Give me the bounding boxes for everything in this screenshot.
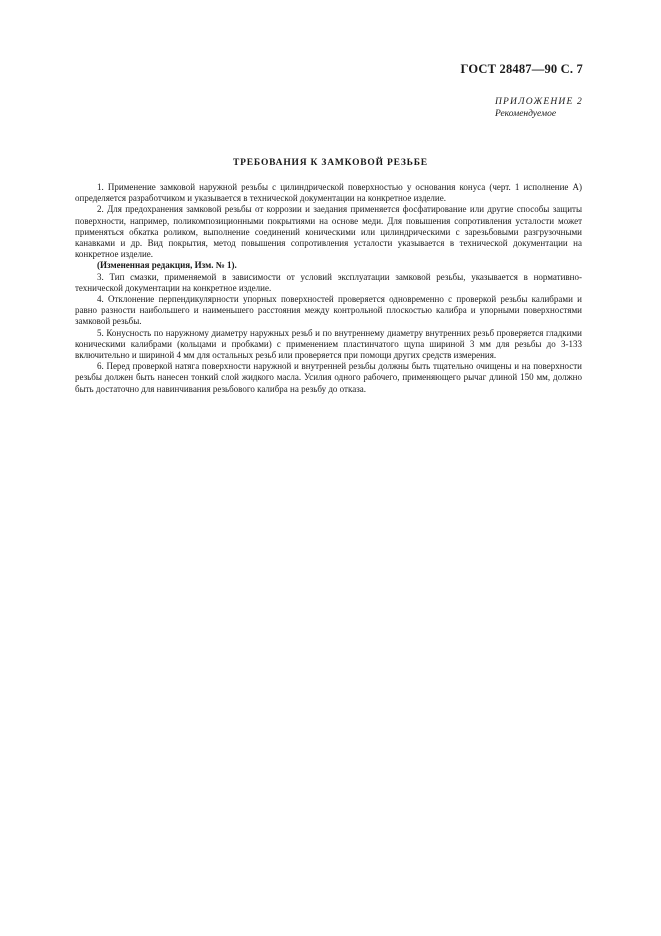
- paragraph-5: 5. Конусность по наружному диаметру наружных резьб и по внутреннему диаметру внутренних резьб проверяется гладкими коническими калибрами (кольцами и пробками) с применением пластинчатого щупа шириной 3 мм для резьбы до З-133 включительно и шириной 4 мм для остальных резьб или проверяется при помощи других средств измерения.: [75, 327, 582, 361]
- appendix-status: Рекомендуемое: [494, 109, 557, 119]
- amendment-note: (Измененная редакция, Изм. № 1).: [97, 260, 237, 271]
- paragraph-4: 4. Отклонение перпендикулярности упорных поверхностей проверяется одновременно с проверкой резьбы калибрами и равно разности наибольшего и наименьшего расстояния между контрольной плоскостью калибра и упорными поверхностями замковой резьбы.: [75, 294, 582, 327]
- section-title: ТРЕБОВАНИЯ К ЗАМКОВОЙ РЕЗЬБЕ: [233, 158, 428, 168]
- page-header: ГОСТ 28487—90 С. 7: [460, 62, 583, 76]
- paragraph-1: 1. Применение замковой наружной резьбы с цилиндрической поверхностью у основания конуса (черт. 1 исполнение А) определяется разработчиком и указывается в технической документации на конкретное изделие.: [75, 182, 582, 204]
- appendix-label: [495, 96, 583, 120]
- document-body: [75, 182, 582, 395]
- paragraph-2: 2. Для предохранения замковой резьбы от коррозии и заедания применяется фосфатирование или другие способы защиты поверхности, например, поликомпозиционными покрытиями на основе меди. Для повышения сопротивления усталости может применяться обкатка роликом, выполнение соединений коническими или цилиндрическими с зарезьбовыми разгрузочными канавками и др. Вид покрытия, метод повышения сопротивления усталости указывается в технической документации на конкретное изделие.: [75, 204, 582, 260]
- paragraph-6: 6. Перед проверкой натяга поверхности наружной и внутренней резьбы должны быть тщательно очищены и на поверхности резьбы должен быть нанесен тонкий слой жидкого масла. Усилия одного рабочего, применяющего рычаг длиной 150 мм, должно быть достаточно для навинчивания резьбового калибра на резьбу до отказа.: [75, 361, 582, 394]
- appendix-title: ПРИЛОЖЕНИЕ 2: [494, 97, 583, 107]
- paragraph-3: 3. Тип смазки, применяемой в зависимости от условий эксплуатации замковой резьбы, указывается в нормативно-технической документации на конкретное изделие.: [75, 271, 582, 293]
